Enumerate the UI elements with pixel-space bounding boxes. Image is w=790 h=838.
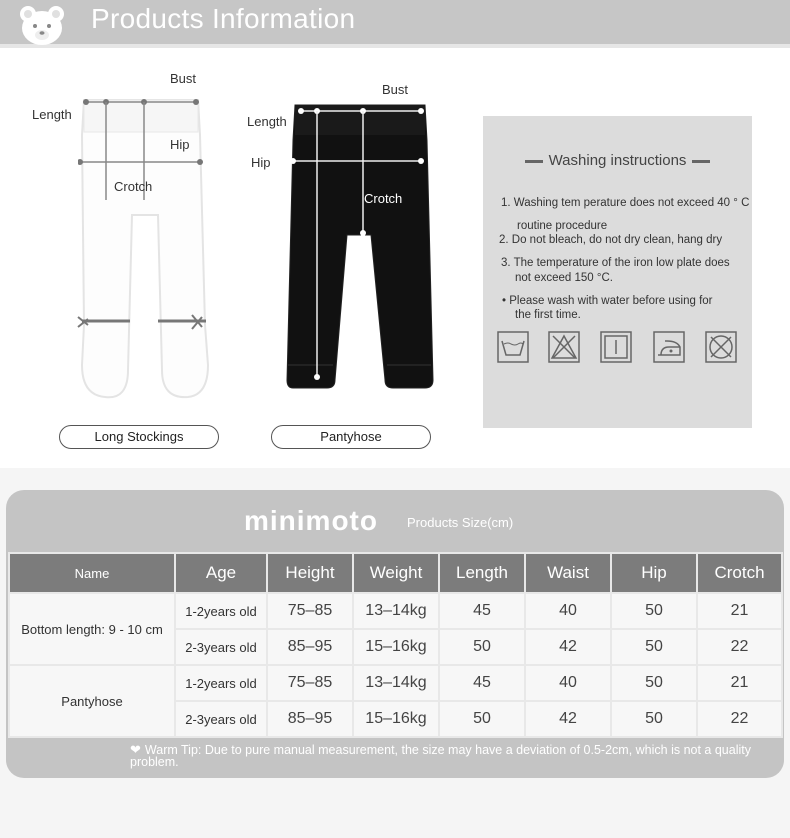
header-bar bbox=[0, 0, 790, 48]
stockings-bust-label: Bust bbox=[170, 71, 197, 86]
stockings-measure-lines bbox=[78, 95, 208, 215]
age-cell: 2-3years old bbox=[175, 701, 267, 737]
washing-instructions-panel bbox=[483, 116, 752, 428]
do-not-dry-clean-icon bbox=[705, 331, 737, 363]
table-row bbox=[9, 593, 782, 629]
size-chart-subtitle: Products Size(cm) bbox=[407, 515, 514, 530]
length-cell: 50 bbox=[439, 701, 525, 737]
long-stockings-label: Long Stockings bbox=[59, 425, 219, 449]
iron-low-icon bbox=[653, 331, 685, 363]
weight-cell: 15–16kg bbox=[353, 629, 439, 665]
waist-cell: 40 bbox=[525, 665, 611, 701]
stockings-length-label: Length bbox=[32, 107, 72, 122]
pantyhose-bust-label: Bust bbox=[382, 82, 409, 97]
age-cell: 1-2years old bbox=[175, 665, 267, 701]
weight-cell: 15–16kg bbox=[353, 701, 439, 737]
table-row bbox=[9, 665, 782, 701]
pantyhose-length-label: Length bbox=[247, 114, 287, 129]
crotch-cell: 22 bbox=[697, 701, 782, 737]
crotch-cell: 22 bbox=[697, 629, 782, 665]
pantyhose-crotch-label: Crotch bbox=[364, 191, 403, 206]
hip-cell: 50 bbox=[611, 665, 697, 701]
wash-item-4: • Please wash with water before using for bbox=[502, 295, 713, 307]
height-cell: 85–95 bbox=[267, 701, 353, 737]
age-cell: 2-3years old bbox=[175, 629, 267, 665]
wash-basin-icon bbox=[497, 331, 529, 363]
col-header-height: Height bbox=[267, 553, 353, 593]
stockings-crotch-label: Crotch bbox=[114, 179, 153, 194]
table-header-row bbox=[9, 553, 782, 593]
col-header-waist: Waist bbox=[525, 553, 611, 593]
waist-cell: 40 bbox=[525, 593, 611, 629]
heart-icon: ❤ bbox=[130, 742, 141, 757]
crotch-cell: 21 bbox=[697, 593, 782, 629]
do-not-bleach-icon bbox=[548, 331, 580, 363]
age-cell: 1-2years old bbox=[175, 593, 267, 629]
page-title: Products Information bbox=[91, 3, 356, 34]
warm-tip: ❤ Warm Tip: Due to pure manual measurement, the size may have a deviation of 0.5-2cm, which is not a quality problem. bbox=[130, 742, 751, 769]
length-cell: 50 bbox=[439, 629, 525, 665]
wash-item-3: 3. The temperature of the iron low plate does bbox=[501, 257, 730, 269]
col-header-hip: Hip bbox=[611, 553, 697, 593]
washing-title: Washing instructions bbox=[483, 152, 752, 169]
col-header-crotch: Crotch bbox=[697, 553, 782, 593]
col-header-name: Name bbox=[9, 553, 175, 593]
waist-cell: 42 bbox=[525, 629, 611, 665]
stockings-hip-label: Hip bbox=[170, 137, 190, 152]
hang-dry-icon bbox=[600, 331, 632, 363]
group-name-cell: Bottom length: 9 - 10 cm bbox=[9, 593, 175, 665]
hip-cell: 50 bbox=[611, 593, 697, 629]
size-table bbox=[8, 552, 783, 738]
weight-cell: 13–14kg bbox=[353, 665, 439, 701]
pantyhose-label: Pantyhose bbox=[271, 425, 431, 449]
height-cell: 75–85 bbox=[267, 665, 353, 701]
hip-cell: 50 bbox=[611, 701, 697, 737]
col-header-weight: Weight bbox=[353, 553, 439, 593]
wash-item-4b: the first time. bbox=[515, 309, 581, 321]
wash-item-1b: routine procedure bbox=[517, 220, 608, 232]
pantyhose-image bbox=[285, 100, 435, 395]
col-header-age: Age bbox=[175, 553, 267, 593]
height-cell: 75–85 bbox=[267, 593, 353, 629]
wash-item-3b: not exceed 150 °C. bbox=[515, 272, 613, 284]
crotch-cell: 21 bbox=[697, 665, 782, 701]
weight-cell: 13–14kg bbox=[353, 593, 439, 629]
bear-logo-icon bbox=[18, 4, 66, 46]
hip-cell: 50 bbox=[611, 629, 697, 665]
pantyhose-hip-label: Hip bbox=[251, 155, 271, 170]
waist-cell: 42 bbox=[525, 701, 611, 737]
length-cell: 45 bbox=[439, 665, 525, 701]
wash-item-1: 1. Washing tem perature does not exceed 40 ° C bbox=[501, 197, 750, 209]
brand-logo: minimoto bbox=[244, 505, 378, 536]
wash-item-2: 2. Do not bleach, do not dry clean, hang dry bbox=[499, 234, 723, 246]
group-name-cell: Pantyhose bbox=[9, 665, 175, 737]
col-header-length: Length bbox=[439, 553, 525, 593]
length-cell: 45 bbox=[439, 593, 525, 629]
height-cell: 85–95 bbox=[267, 629, 353, 665]
